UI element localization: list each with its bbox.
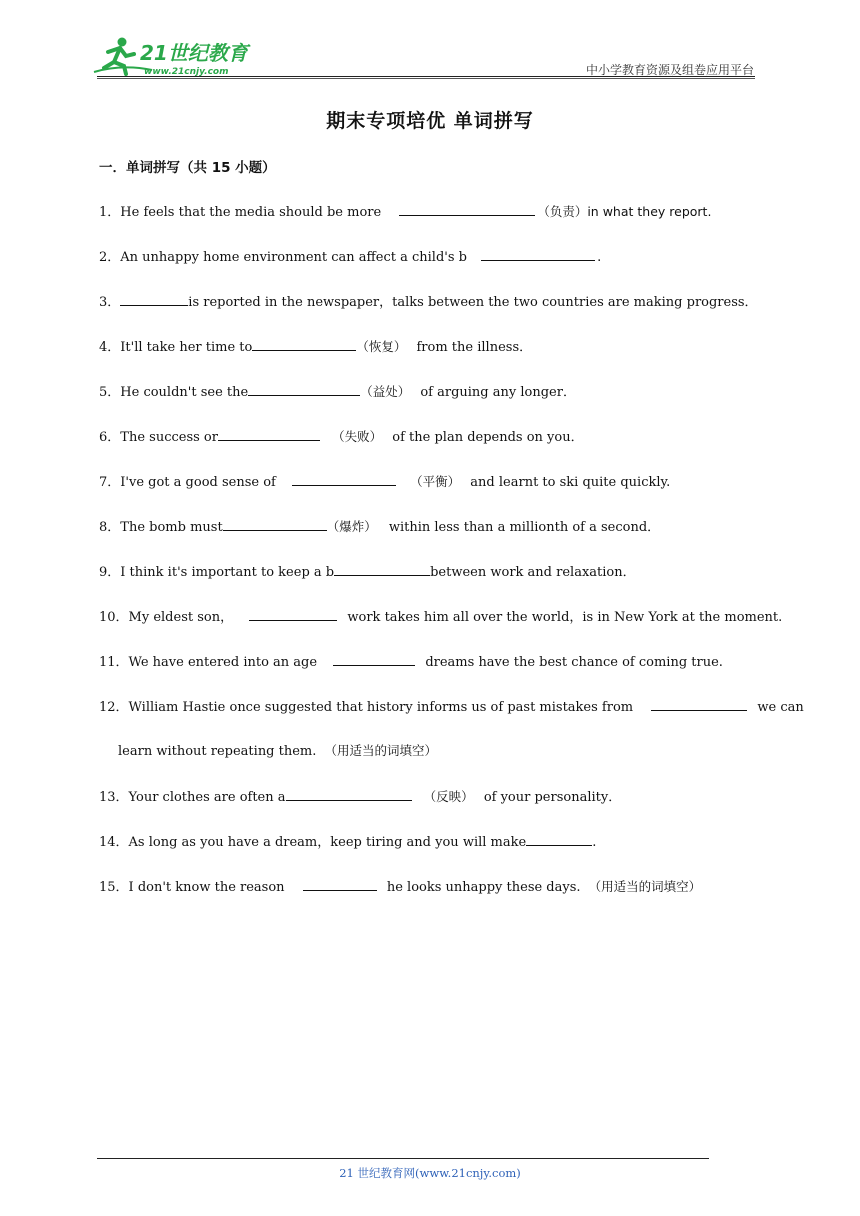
answer-blank[interactable] bbox=[292, 471, 396, 486]
question-7: 7．I've got a good sense of （平衡） and learnt to ski quite quickly. bbox=[99, 471, 779, 493]
question-8: 8．The bomb must （爆炸） within less than a millionth of a second． bbox=[99, 516, 779, 538]
answer-blank[interactable] bbox=[248, 381, 360, 396]
answer-blank[interactable] bbox=[481, 246, 595, 261]
answer-blank[interactable] bbox=[333, 651, 415, 666]
answer-blank[interactable] bbox=[223, 516, 327, 531]
answer-blank[interactable] bbox=[651, 696, 747, 711]
question-12: 12．William Hastie once suggested that history informs us of past mistakes from we can bbox=[99, 696, 779, 718]
question-6: 6．The success or （失败） of the plan depends on you． bbox=[99, 426, 779, 448]
logo-text: 21世纪教育 bbox=[140, 41, 248, 65]
answer-blank[interactable] bbox=[334, 561, 430, 576]
question-2: 2．An unhappy home environment can affect a child's b . bbox=[99, 246, 779, 268]
section-heading: 一．单词拼写（共 15 小题） bbox=[99, 160, 276, 176]
question-4: 4．It'll take her time to （恢复） from the illness． bbox=[99, 336, 779, 358]
answer-blank[interactable] bbox=[303, 876, 377, 891]
header-tagline: 中小学教育资源及组卷应用平台 bbox=[585, 63, 754, 77]
answer-blank[interactable] bbox=[252, 336, 356, 351]
question-5: 5．He couldn't see the （益处） of arguing any longer． bbox=[99, 381, 779, 403]
question-12-continuation: learn without repeating them. （用适当的词填空） bbox=[118, 743, 438, 759]
question-1: 1．He feels that the media should be more （负责）in what they report. bbox=[99, 201, 779, 223]
logo-url: www.21cnjy.com bbox=[144, 67, 229, 77]
answer-blank[interactable] bbox=[286, 786, 412, 801]
footer-text[interactable]: 21 世纪教育网(www.21cnjy.com) bbox=[339, 1166, 521, 1180]
answer-blank[interactable] bbox=[526, 831, 592, 846]
question-10: 10．My eldest son， work takes him all over the world，is in New York at the moment. bbox=[99, 606, 779, 628]
answer-blank[interactable] bbox=[218, 426, 320, 441]
answer-blank[interactable] bbox=[120, 291, 188, 306]
question-13: 13．Your clothes are often a （反映） of your personality． bbox=[99, 786, 779, 808]
question-3: 3． is reported in the newspaper，talks between the two countries are making progress． bbox=[99, 291, 779, 313]
question-14: 14．As long as you have a dream，keep tiring and you will make . bbox=[99, 831, 779, 853]
header-rule-secondary bbox=[97, 78, 755, 79]
logo bbox=[92, 34, 272, 78]
answer-blank[interactable] bbox=[399, 201, 535, 216]
page-title: 期末专项培优 单词拼写 bbox=[326, 110, 534, 132]
logo-runner-icon bbox=[92, 34, 272, 78]
footer-rule bbox=[97, 1158, 709, 1159]
answer-blank[interactable] bbox=[249, 606, 337, 621]
question-15: 15．I don't know the reason he looks unhappy these days. （用适当的词填空） bbox=[99, 876, 779, 898]
header-rule bbox=[97, 76, 755, 77]
question-11: 11．We have entered into an age dreams have the best chance of coming true. bbox=[99, 651, 779, 673]
question-9: 9．I think it's important to keep a b between work and relaxation． bbox=[99, 561, 779, 583]
